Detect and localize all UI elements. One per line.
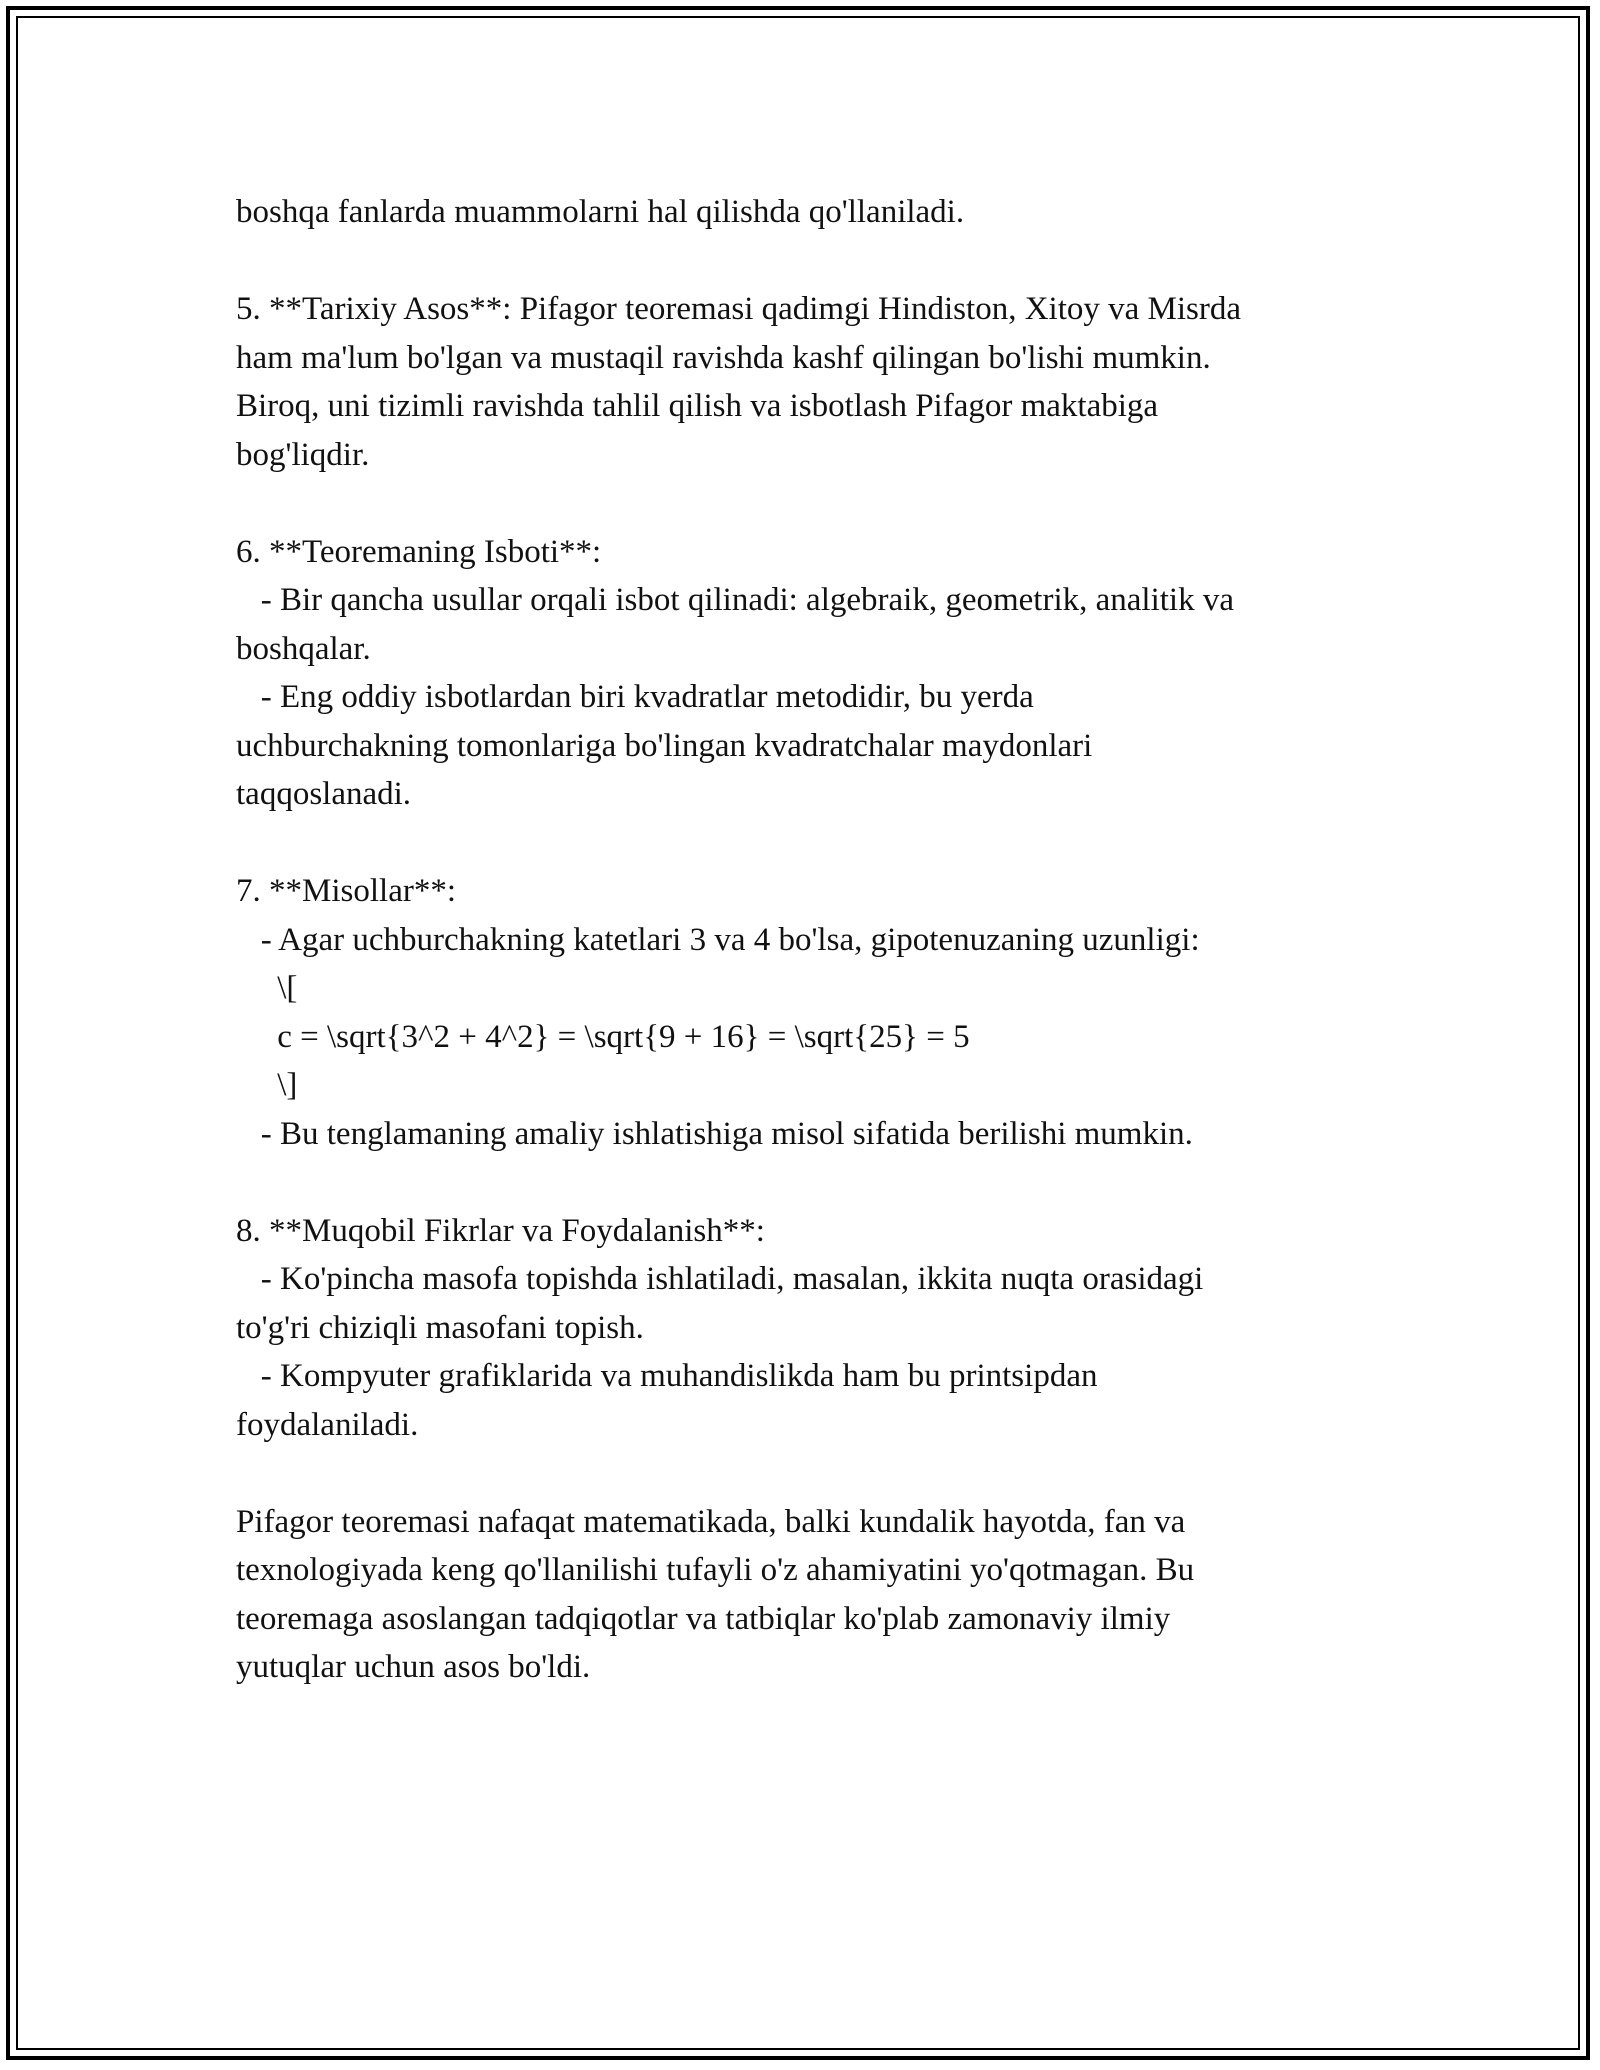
list-item: - Ko'pincha masofa topishda ishlatiladi, masalan, ikkita nuqta orasidagi: [236, 1261, 1204, 1297]
list-item: - Bu tenglamaning amaliy ishlatishiga misol sifatida berilishi mumkin.: [236, 1115, 1193, 1152]
section-heading: 8. **Muqobil Fikrlar va Foydalanish**:: [236, 1212, 765, 1249]
document-body: [236, 188, 1416, 1692]
list-item: - Eng oddiy isbotlardan biri kvadratlar metodidir, bu yerda: [236, 679, 1034, 715]
text-line: bog'liqdir.: [236, 436, 370, 473]
text-line: boshqa fanlarda muammolarni hal qilishda qo'llaniladi.: [236, 194, 965, 230]
conclusion-line: yutuqlar uchun asos bo'ldi.: [236, 1649, 591, 1685]
blank-line: [236, 819, 1416, 868]
list-item: - Kompyuter grafiklarida va muhandislikda ham bu printsipdan: [236, 1358, 1098, 1394]
blank-line: [236, 1449, 1416, 1498]
blank-line: [236, 479, 1416, 528]
math-delimiter: \]: [236, 1067, 298, 1103]
conclusion-line: texnologiyada keng qo'llanilishi tufayli o'z ahamiyatini yo'qotmagan. Bu: [236, 1552, 1195, 1588]
text-line: uchburchakning tomonlariga bo'lingan kvadratchalar maydonlari: [236, 727, 1093, 764]
conclusion-line: Pifagor teoremasi nafaqat matematikada, balki kundalik hayotda, fan va: [236, 1503, 1186, 1540]
text-line: foydalaniladi.: [236, 1406, 419, 1443]
text-line: ham ma'lum bo'lgan va mustaqil ravishda kashf qilingan bo'lishi mumkin.: [236, 339, 1211, 376]
blank-line: [236, 1158, 1416, 1207]
math-delimiter: \[: [236, 970, 298, 1006]
conclusion-line: teoremaga asoslangan tadqiqotlar va tatbiqlar ko'plab zamonaviy ilmiy: [236, 1600, 1171, 1637]
list-item: - Bir qancha usullar orqali isbot qilinadi: algebraik, geometrik, analitik va: [236, 582, 1234, 618]
text-line: Biroq, uni tizimli ravishda tahlil qilish va isbotlash Pifagor maktabiga: [236, 388, 1159, 424]
list-item: - Agar uchburchakning katetlari 3 va 4 bo'lsa, gipotenuzaning uzunligi:: [236, 921, 1200, 958]
text-line: to'g'ri chiziqli masofani topish.: [236, 1309, 644, 1346]
section-heading: 7. **Misollar**:: [236, 873, 456, 909]
text-line: boshqalar.: [236, 630, 371, 667]
math-formula: c = \sqrt{3^2 + 4^2} = \sqrt{9 + 16} = \sqrt{25} = 5: [236, 1018, 970, 1055]
section-heading: 6. **Teoremaning Isboti**:: [236, 533, 602, 570]
text-line: 5. **Tarixiy Asos**: Pifagor teoremasi qadimgi Hindiston, Xitoy va Misrda: [236, 291, 1242, 327]
blank-line: [236, 237, 1416, 286]
text-line: taqqoslanadi.: [236, 776, 412, 812]
